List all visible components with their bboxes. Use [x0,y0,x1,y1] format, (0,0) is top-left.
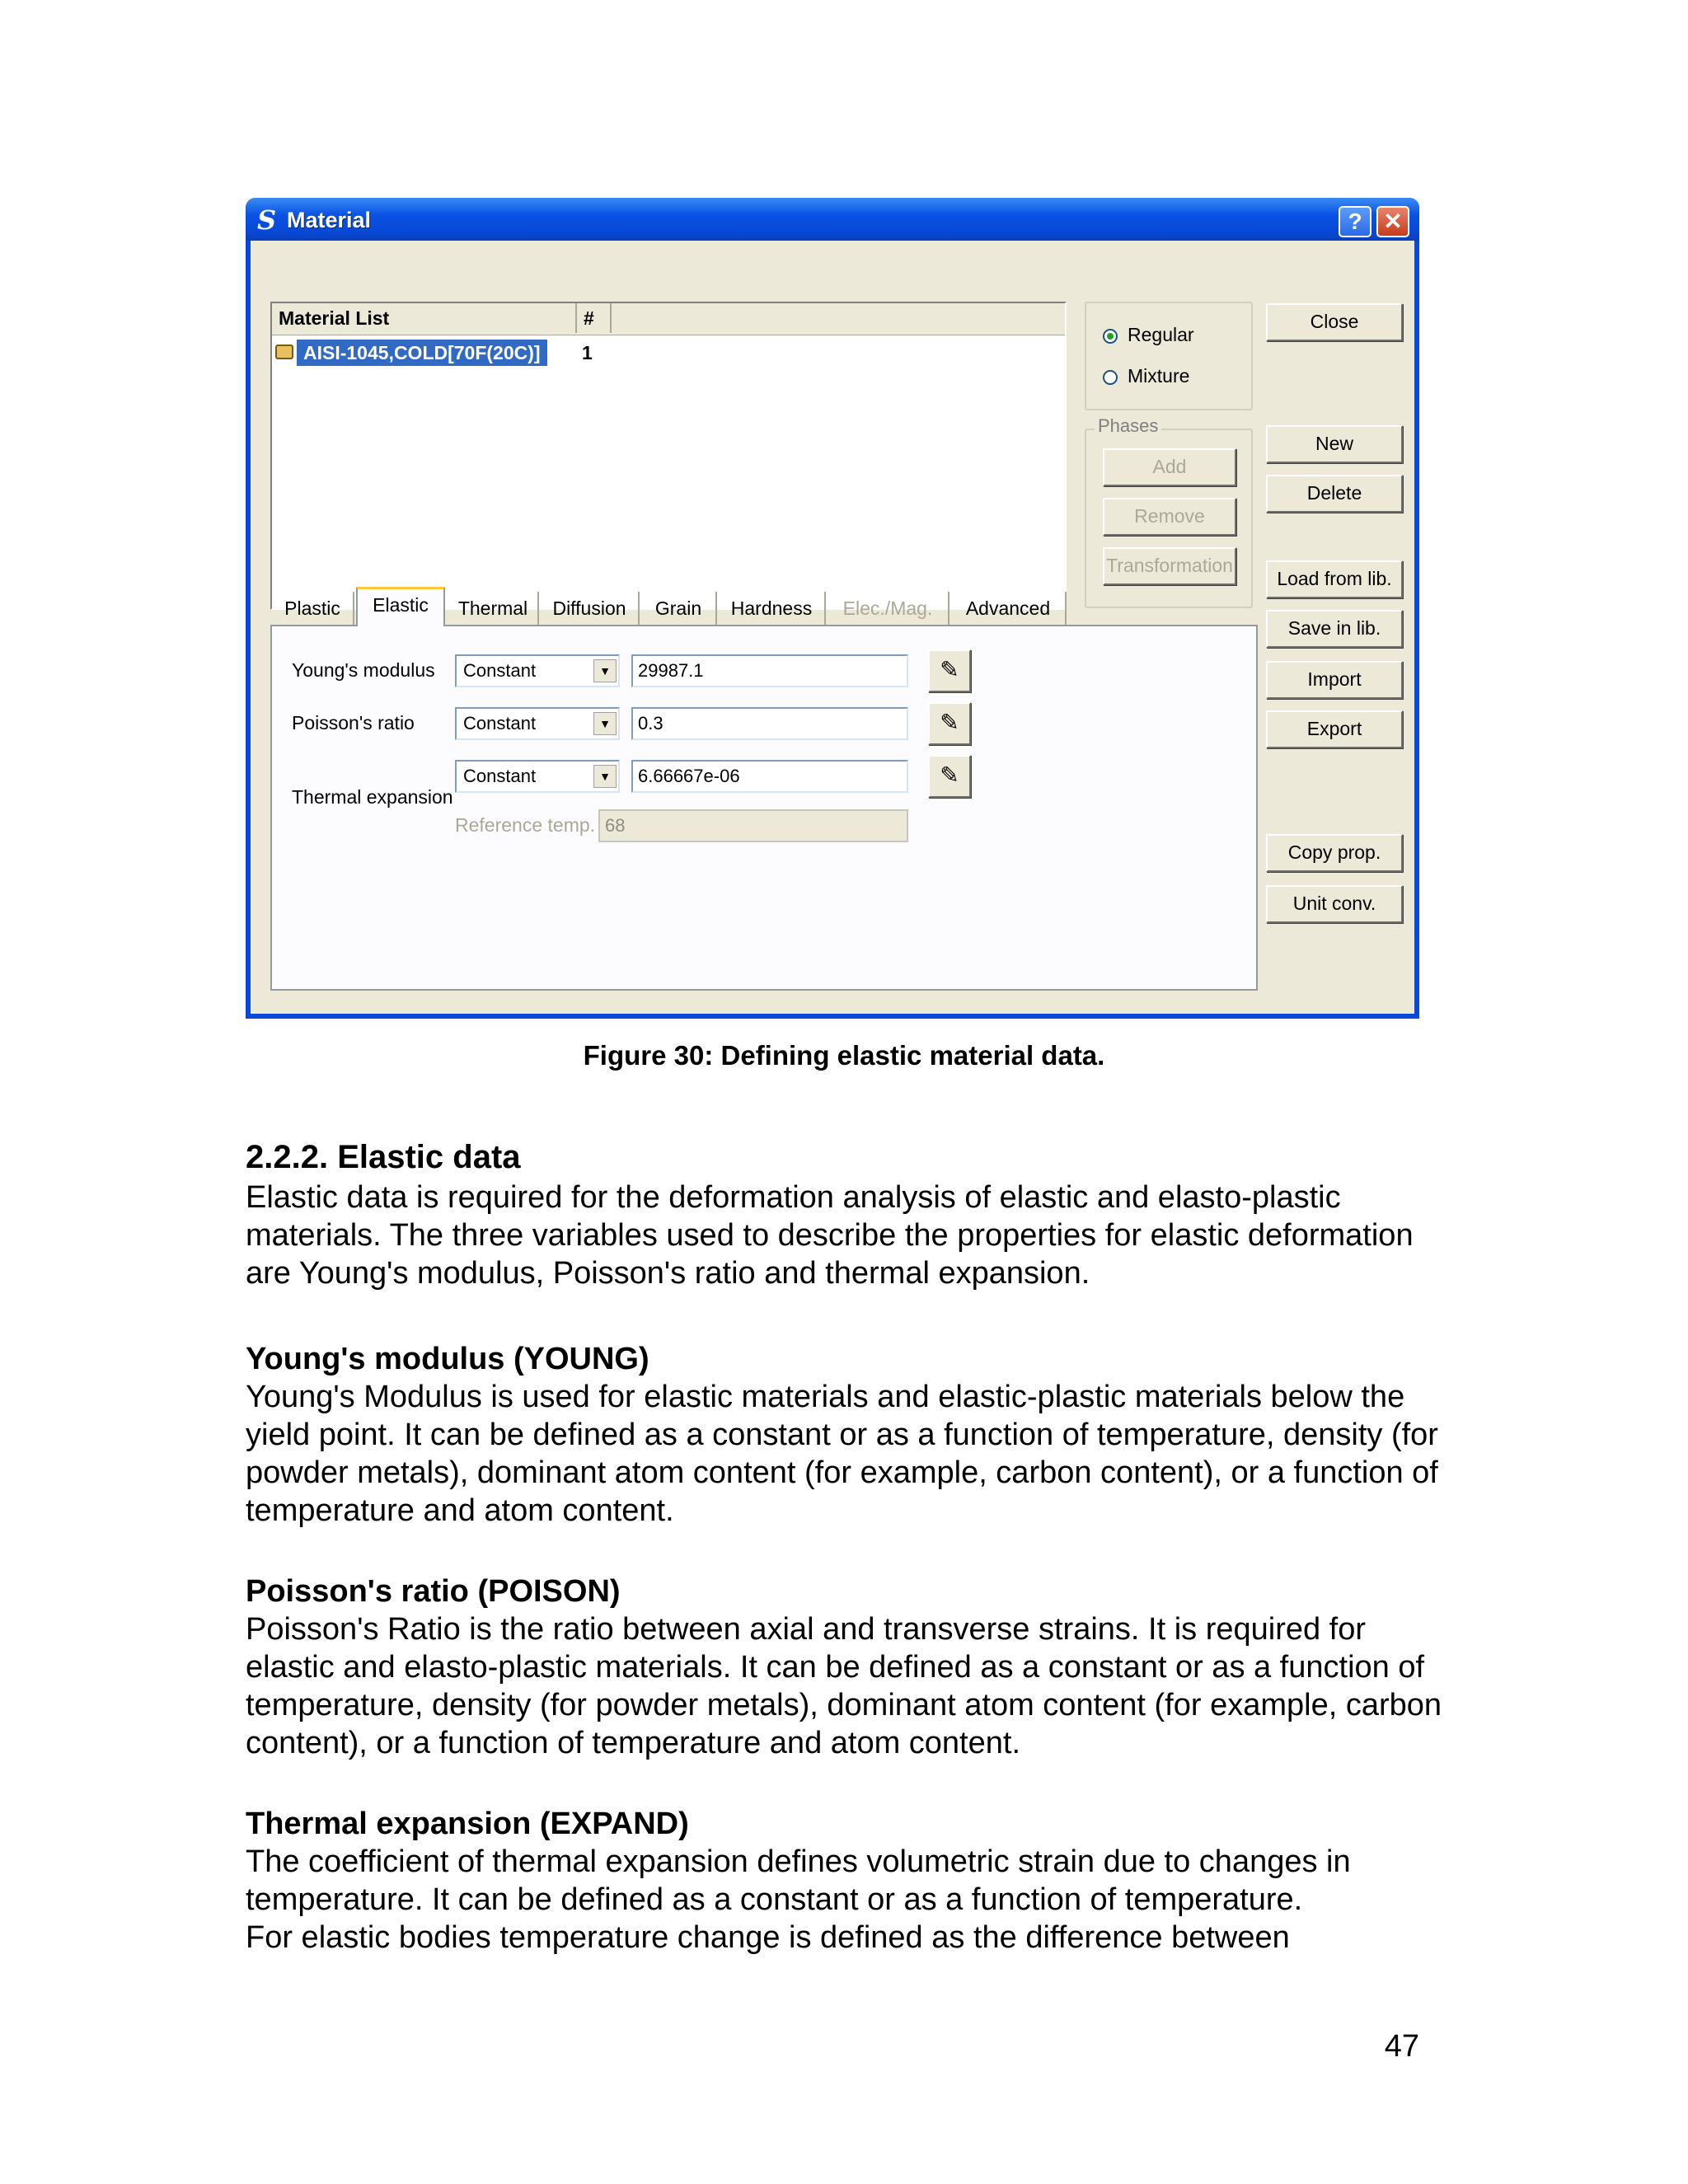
list-item-name[interactable]: AISI-1045,COLD[70F(20C)] [297,340,547,366]
material-folder-icon [275,344,293,359]
poissons-ratio-label: Poisson's ratio [292,712,415,733]
section-heading: 2.2.2. Elastic data [246,1139,521,1175]
import-button[interactable]: Import [1266,661,1403,699]
new-button[interactable]: New [1266,425,1403,463]
poissons-ratio-edit-button[interactable] [928,702,971,745]
tab-plastic[interactable]: Plastic [272,592,354,625]
poissons-ratio-input[interactable] [631,707,908,740]
intro-paragraph: Elastic data is required for the deformation analysis of elastic and elasto-plastic materials. The three variables used to describe the properties for elastic deformation are Young's modulus, Poisson's ratio and thermal expansion. [246,1180,1414,1291]
poissons-ratio-heading: Poisson's ratio (POISON) [246,1574,621,1609]
copy-prop-button[interactable]: Copy prop. [1266,834,1403,872]
thermal-expansion-label: Thermal expansion [292,786,453,808]
poissons-ratio-value: 0.3 [638,713,663,733]
unit-conv-button[interactable]: Unit conv. [1266,885,1403,923]
radio-mixture-label: Mixture [1128,365,1190,387]
phases-legend: Phases [1095,415,1161,437]
thermal-expansion-heading: Thermal expansion (EXPAND) [246,1807,689,1841]
material-type-group [1085,302,1253,410]
radio-mixture-indicator[interactable] [1103,370,1118,385]
poissons-ratio-type-select[interactable] [455,707,620,740]
youngs-modulus-label: Young's modulus [292,659,435,681]
youngs-modulus-edit-button[interactable] [928,649,971,692]
phase-transformation-button[interactable]: Transformation [1103,547,1236,585]
material-list[interactable] [270,302,1067,610]
poissons-ratio-type-value: Constant [463,713,537,733]
radio-mixture[interactable] [1103,364,1189,387]
thermal-expansion-type-select[interactable] [455,760,620,793]
column-header-number[interactable]: # [577,303,612,333]
thermal-expansion-type-value: Constant [463,766,537,786]
reference-temp-input[interactable] [598,809,908,842]
chevron-down-icon[interactable]: ▼ [593,712,617,735]
page-number: 47 [1384,2029,1419,2064]
export-button[interactable]: Export [1266,710,1403,748]
thermal-expansion-input[interactable] [631,760,908,793]
material-list-header [272,303,1065,335]
elastic-tab-panel [270,625,1258,991]
youngs-modulus-heading: Young's modulus (YOUNG) [246,1342,649,1376]
radio-regular-label: Regular [1128,324,1194,345]
material-dialog [246,198,1419,1019]
tab-grain[interactable]: Grain [641,592,717,625]
title-bar[interactable] [246,198,1419,241]
app-icon: S [257,204,277,236]
close-button[interactable]: Close [1266,303,1403,341]
phases-group [1085,415,1253,608]
pencil-icon: ✎ [940,762,959,788]
tab-diffusion[interactable]: Diffusion [541,592,640,625]
youngs-modulus-paragraph: Young's Modulus is used for elastic materials and elastic-plastic materials below the yield point. It can be defined as a constant or as a function of temperature, density (for powder metals), dominant atom content (for example, carbon content), or a function of temperature and atom content. [246,1380,1438,1528]
thermal-expansion-edit-button[interactable] [928,755,971,798]
pencil-icon: ✎ [940,657,959,682]
tab-advanced[interactable]: Advanced [951,592,1067,625]
reference-temp-label: Reference temp. [455,814,596,836]
youngs-modulus-value: 29987.1 [638,660,704,681]
delete-button[interactable]: Delete [1266,475,1403,513]
pencil-icon: ✎ [940,710,959,735]
window-close-button[interactable]: ✕ [1376,206,1409,237]
tab-elec-mag[interactable]: Elec./Mag. [828,592,950,625]
dialog-title: Material [287,208,372,232]
chevron-down-icon[interactable]: ▼ [593,765,617,788]
poissons-ratio-paragraph: Poisson's Ratio is the ratio between axial and transverse strains. It is required for elastic and elasto-plastic materials. It can be defined as a constant or as a function of temperature, density (for powder metals), dominant atom content (for example, carbon content), or a function of temperature and atom content. [246,1612,1442,1760]
tab-elastic[interactable]: Elastic [356,587,445,626]
youngs-modulus-input[interactable] [631,654,908,687]
thermal-expansion-paragraph: The coefficient of thermal expansion defines volumetric strain due to changes in temperature. It can be defined as a constant or as a function of temperature. [246,1844,1351,1917]
tab-hardness[interactable]: Hardness [719,592,826,625]
thermal-expansion-value: 6.66667e-06 [638,766,740,786]
tab-thermal[interactable]: Thermal [448,592,539,625]
help-button[interactable]: ? [1339,206,1372,237]
load-from-lib-button[interactable]: Load from lib. [1266,560,1403,598]
chevron-down-icon[interactable]: ▼ [593,659,617,682]
column-header-material-list[interactable]: Material List [272,303,577,333]
radio-regular-indicator[interactable] [1103,329,1118,344]
radio-regular[interactable] [1103,323,1194,346]
dialog-client-area [251,241,1414,1014]
phase-add-button[interactable]: Add [1103,448,1236,486]
phase-remove-button[interactable]: Remove [1103,498,1236,536]
youngs-modulus-type-value: Constant [463,660,537,681]
figure-caption: Figure 30: Defining elastic material data. [583,1040,1105,1071]
save-in-lib-button[interactable]: Save in lib. [1266,610,1403,648]
list-item-number: 1 [582,342,593,363]
youngs-modulus-type-select[interactable] [455,654,620,687]
thermal-expansion-paragraph-continued: For elastic bodies temperature change is defined as the difference between [246,1920,1290,1955]
reference-temp-value: 68 [605,815,626,836]
